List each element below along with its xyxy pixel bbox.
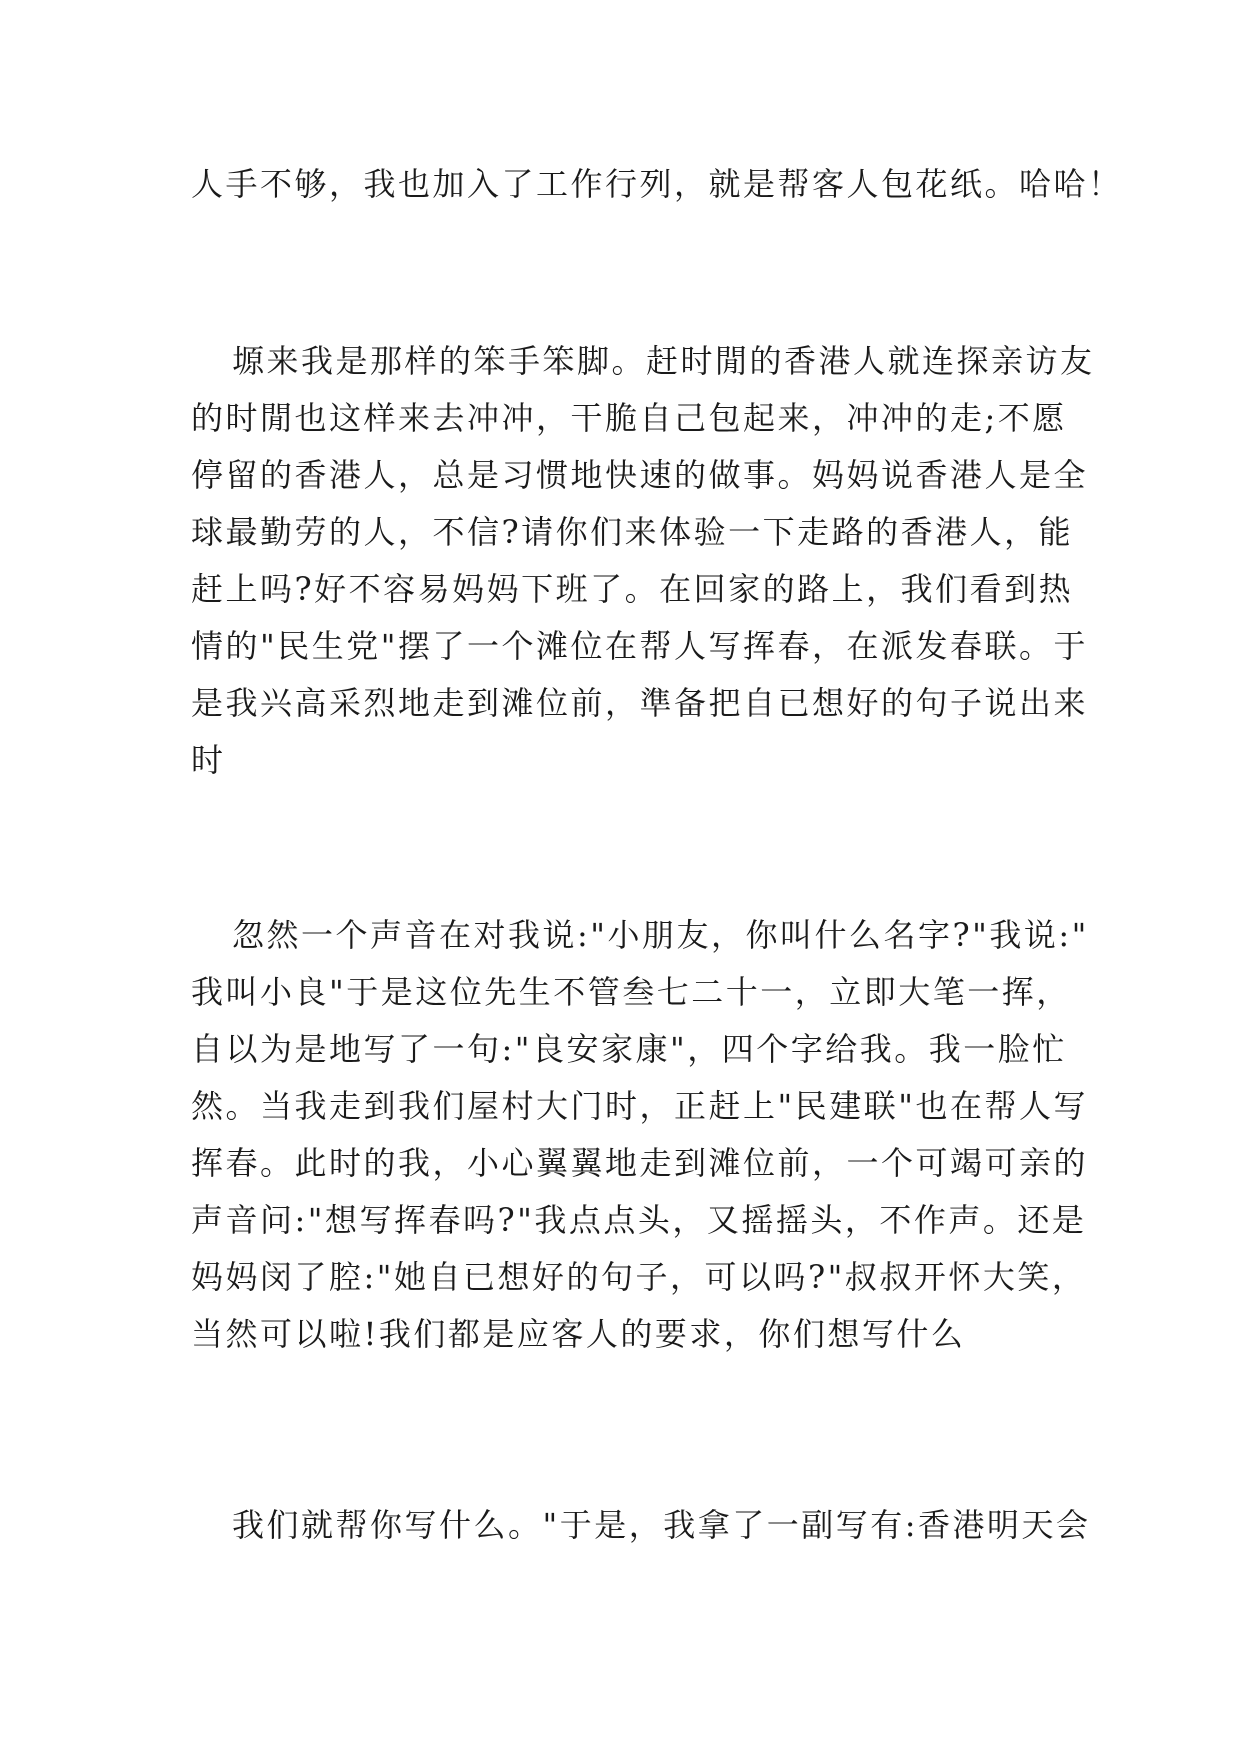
text-line: 停留的香港人，总是习惯地快速的做事。妈妈说香港人是全 (191, 456, 1089, 494)
text-line: 是我兴高采烈地走到滩位前，準备把自已想好的句子说出来 (191, 684, 1089, 722)
text-line: 我们就帮你写什么。"于是，我拿了一副写有:香港明天会 (232, 1506, 1091, 1544)
paragraph-4 (191, 1497, 1091, 1554)
text-line: 赶上吗?好不容易妈妈下班了。在回家的路上，我们看到热 (191, 570, 1074, 608)
paragraph-2 (191, 333, 1095, 789)
text-line: 球最勤劳的人，不信?请你们来体验一下走路的香港人，能 (191, 513, 1074, 551)
text-line: 然。当我走到我们屋村大门时，正赶上"民建联"也在帮人写 (191, 1087, 1088, 1125)
text-line: 塬来我是那样的笨手笨脚。赶时閒的香港人就连探亲访友 (232, 342, 1095, 380)
paragraph-1 (191, 156, 1123, 213)
text-line: 忽然一个声音在对我说:"小朋友，你叫什么名字?"我说:" (232, 916, 1089, 954)
text-line: 声音问:"想写挥春吗?"我点点头，又摇摇头，不作声。还是 (191, 1201, 1087, 1239)
text-line: 情的"民生党"摆了一个滩位在帮人写挥春，在派发春联。于 (191, 627, 1088, 665)
text-line: 妈妈闵了腔:"她自已想好的句子，可以吗?"叔叔开怀大笑， (191, 1258, 1087, 1296)
paragraph-3 (191, 907, 1089, 1363)
text-line: 的时閒也这样来去冲冲，干脆自己包起来，冲冲的走;不愿 (191, 399, 1067, 437)
text-line: 挥春。此时的我，小心翼翼地走到滩位前，一个可竭可亲的 (191, 1144, 1089, 1182)
text-line: 当然可以啦!我们都是应客人的要求，你们想写什么 (191, 1315, 966, 1353)
text-line: 人手不够，我也加入了工作行列，就是帮客人包花纸。哈哈！ (191, 165, 1123, 203)
text-line: 时 (191, 741, 226, 779)
text-line: 我叫小良"于是这位先生不管叁七二十一，立即大笔一挥， (191, 973, 1071, 1011)
text-line: 自以为是地写了一句:"良安家康"，四个字给我。我一脸忙 (191, 1030, 1067, 1068)
